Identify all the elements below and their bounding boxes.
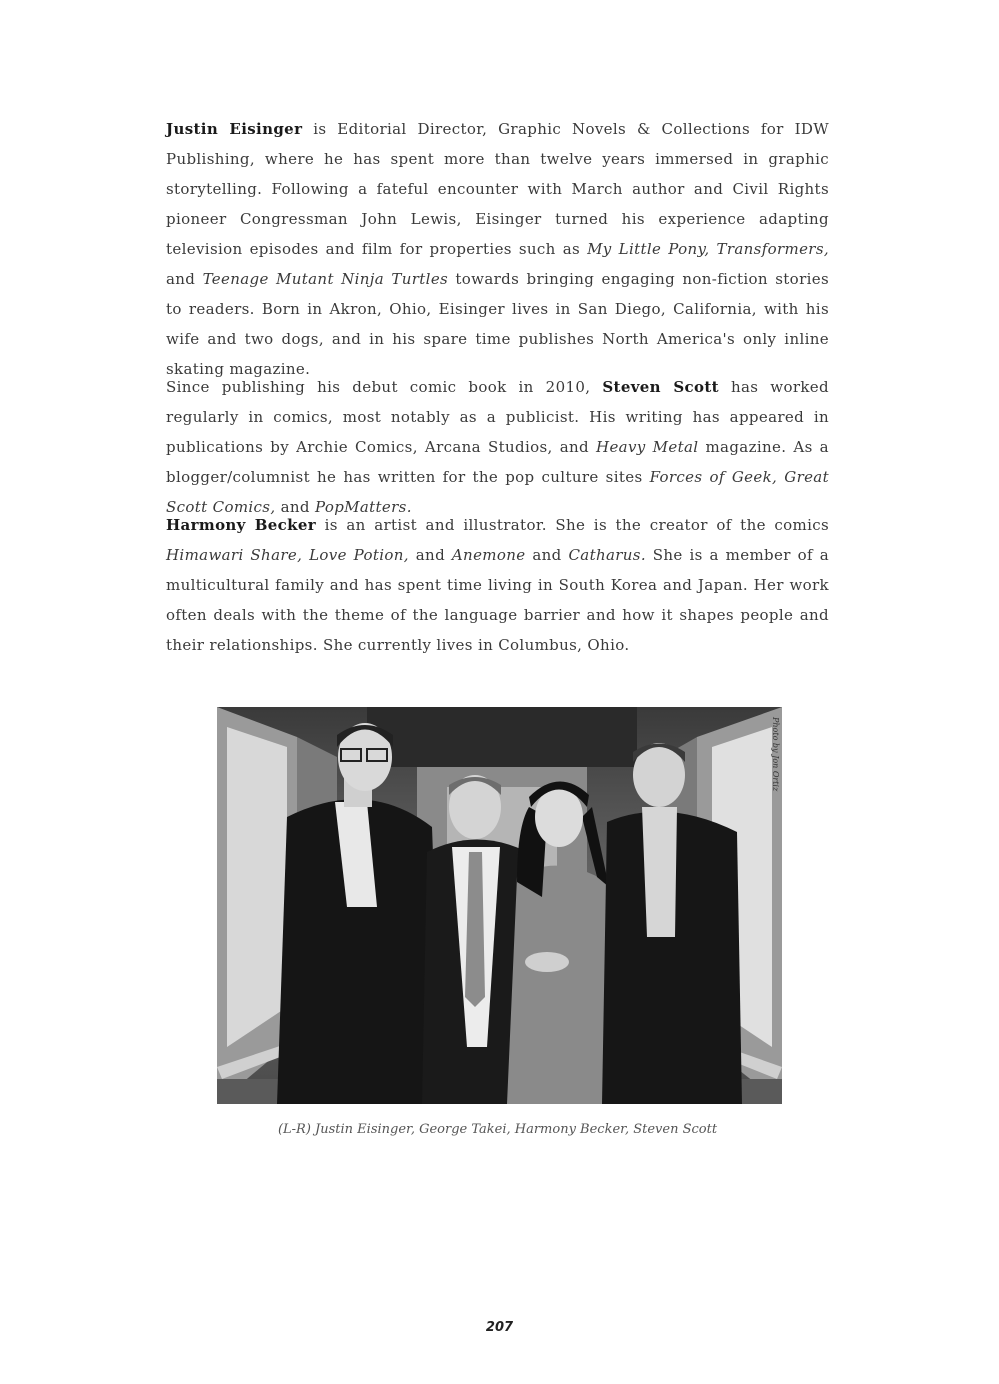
bio-title-italic: Anemone (451, 546, 526, 564)
bio-title-italic: PopMatters. (314, 498, 412, 516)
bio-name: Harmony Becker (166, 516, 317, 534)
bio-justin-eisinger (166, 114, 829, 384)
bio-title-italic: Catharus. (568, 546, 646, 564)
bio-text: is Editorial Director, Graphic Novels & Collections for IDW Publishing, where he has spent more than twelve years immersed in graphic storytelling. Following a fateful encounter with March author and Civil Rights pioneer Congressman John Lewis, Eisinger turned his experience adapting television episodes and film for properties such as (166, 120, 829, 258)
bio-text: and (166, 270, 203, 288)
bio-name: Justin Eisinger (166, 120, 303, 138)
bio-title-italic: Forces of Geek, Great Scott Comics, (166, 468, 829, 516)
bio-text: is an artist and illustrator. She is the creator of the comics (316, 516, 830, 534)
bio-steven-scott (166, 372, 829, 522)
bio-title-italic: My Little Pony, Transformers, (587, 240, 829, 258)
bio-title-italic: Himawari Share, Love Potion, (166, 546, 409, 564)
bio-text: magazine. As a blogger/columnist he has written for the pop culture sites (166, 438, 829, 486)
bio-text: and (408, 546, 452, 564)
photo-caption: (L-R) Justin Eisinger, George Takei, Harmony Becker, Steven Scott (277, 1122, 718, 1137)
bio-harmony-becker (166, 510, 829, 660)
bio-text: Since publishing his debut comic book in 2010, (166, 378, 603, 396)
bio-text: and (525, 546, 569, 564)
bio-name: Steven Scott (602, 378, 719, 396)
bio-text: has worked regularly in comics, most notably as a publicist. His writing has appeared in publications by Archie Comics, Arcana Studios, and (166, 378, 829, 456)
bio-title-italic: Heavy Metal (596, 438, 699, 456)
group-photo (217, 707, 782, 1104)
page-number: 207 (485, 1320, 514, 1335)
bio-title-italic: Teenage Mutant Ninja Turtles (202, 270, 449, 288)
group-photo-illustration (217, 707, 782, 1104)
bio-text: and (275, 498, 315, 516)
bio-text: She is a member of a multicultural family and has spent time living in South Korea and Japan. Her work often deals with the theme of the language barrier and how it shapes people and their relationships. She currently lives in Columbus, Ohio. (166, 546, 830, 654)
bio-text: towards bringing engaging non-fiction stories to readers. Born in Akron, Ohio, Eisinger lives in San Diego, California, with his wife and two dogs, and in his spare time publishes North America's only inline skating magazine. (166, 270, 830, 378)
photo-credit: Photo by Jon Ortiz (771, 717, 780, 792)
